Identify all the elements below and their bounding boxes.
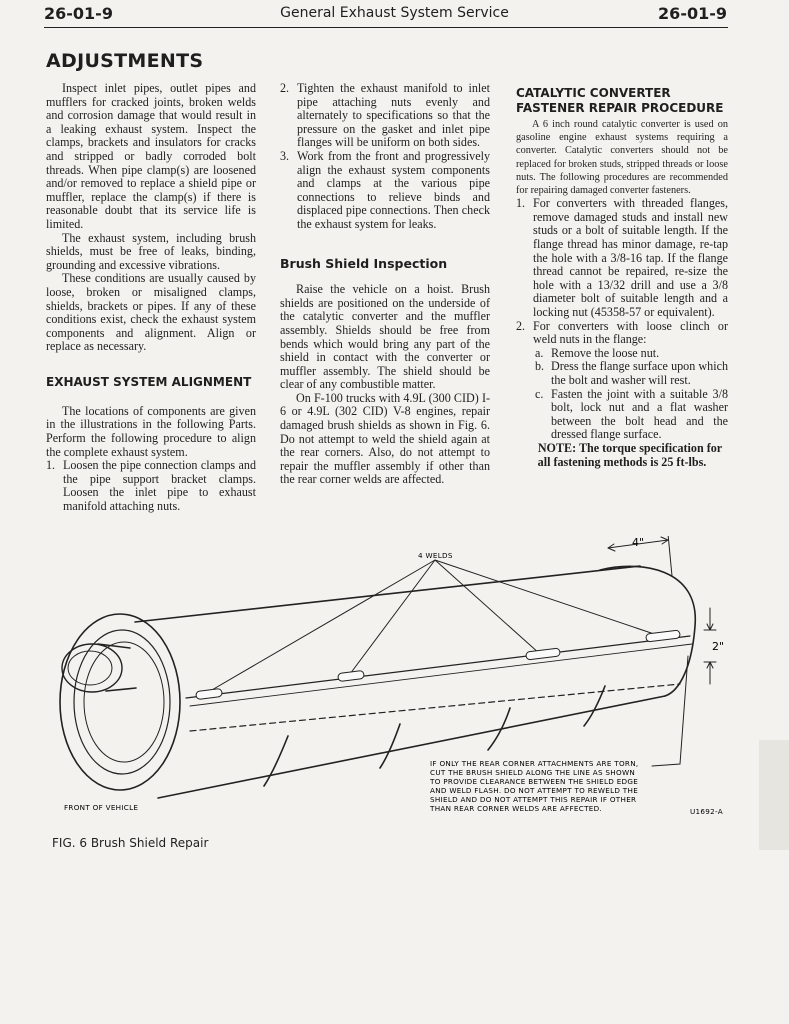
instruction-line-5: SHIELD AND DO NOT ATTEMPT THIS REPAIR IF OTHER: [430, 795, 637, 804]
weld-1: [196, 688, 223, 699]
dimension-2-inch: 2": [712, 640, 725, 653]
column-3: [516, 86, 728, 469]
note-text: The torque specification for all fastening methods is 25 ft-lbs.: [537, 440, 723, 469]
muffler-illustration: [40, 536, 740, 836]
front-of-vehicle-label: FRONT OF VEHICLE: [64, 803, 139, 812]
catalytic-item-2: 2. For converters with loose clinch or weld nuts in the flange:: [516, 318, 728, 347]
catalytic-subitem-c: c. Fasten the joint with a suitable 3/8 bolt, lock nut and a flat washer between the bolt head and the dressed flange surface.: [535, 386, 728, 442]
page-header: [0, 4, 789, 28]
weld-2: [338, 670, 365, 681]
instruction-line-4: AND WELD FLASH. DO NOT ATTEMPT TO REWELD THE: [430, 786, 639, 795]
alignment-intro: The locations of components are given in the illustrations in the following Parts. Perform the following procedure to align the complete exhaust system.: [46, 403, 256, 459]
instruction-line-3: TO PROVIDE CLEARANCE BETWEEN THE SHIELD EDGE: [430, 777, 639, 786]
muffler-top-edge: [135, 566, 640, 622]
catalytic-subitem-a: a. Remove the loose nut.: [535, 345, 660, 360]
brush-shield-figure: [40, 536, 740, 836]
weld-3: [526, 648, 561, 660]
welds-label: 4 WELDS: [418, 551, 453, 560]
alignment-steps-col1: [46, 459, 256, 513]
instruction-line-2: CUT THE BRUSH SHIELD ALONG THE LINE AS SHOWN: [430, 768, 636, 777]
dimension-4-inch: 4": [632, 536, 645, 549]
catalytic-subitem-b: b. Dress the flange surface upon which the bolt and washer will rest.: [535, 359, 728, 387]
adjustments-paragraph-1: Inspect inlet pipes, outlet pipes and mufflers for cracked joints, broken welds and corrosion damage that would result in a leaking exhaust system. Inspect the clamps, brackets and insulators for cracks and stripped or badly corroded bolt threads. When pipe clamp(s) are loosened and/or removed to replace a shield pipe or muffler, replace the clamp(s) if there is reasonable doubt that its service life is limited.: [46, 81, 256, 231]
instruction-line-1: IF ONLY THE REAR CORNER ATTACHMENTS ARE TORN,: [430, 759, 639, 768]
catalytic-intro: A 6 inch round catalytic converter is used on gasoline engine exhaust systems requiring a converter. Catalytic converters should not be replaced for broken studs, stripped threads or loose nuts. The following procedures are recommended for repairing damaged converter fasteners.: [516, 119, 728, 197]
alignment-heading: EXHAUST SYSTEM ALIGNMENT: [46, 374, 252, 389]
shield-seam: [186, 636, 690, 698]
brush-shield-paragraph-2: On F-100 trucks with 4.9L (300 CID) I-6 or 4.9L (302 CID) V-8 engines, repair damaged brush shields as shown in Fig. 6. Do not attempt to weld the shield again at the rear corners. Also, do not attempt to repair the muffler assembly if other than the rear corner welds are affected.: [280, 390, 490, 487]
page-edge-tab: [759, 740, 789, 850]
column-2: [280, 82, 490, 487]
column-1: [46, 82, 256, 514]
muffler-rear-end: [600, 566, 695, 696]
page-number-right: 26-01-9: [658, 4, 727, 23]
alignment-step-1: 1. Loosen the pipe connection clamps and the pipe support bracket clamps. Loosen the inlet pipe to exhaust manifold attaching nuts.: [46, 458, 256, 514]
note-label: NOTE:: [537, 440, 577, 455]
alignment-steps-col2: [280, 82, 490, 232]
catalytic-list: [516, 197, 728, 347]
page-number-left: 26-01-9: [44, 4, 113, 23]
brush-shield-heading: Brush Shield Inspection: [280, 255, 448, 271]
adjustments-heading: ADJUSTMENTS: [46, 50, 204, 72]
brush-shield-paragraph-1: Raise the vehicle on a hoist. Brush shields are positioned on the underside of the catalytic converter and the muffler assembly. Shields should be free from bends which would bring any part of the shield in contact with the converter or muffler assembly. The shield should be clear of any combustible matter.: [280, 282, 490, 392]
alignment-step-3: 3. Work from the front and progressively align the exhaust system components and clamps at the various pipe connections to relieve binds and displaced pipe connections. Then check the exhaust system for leaks.: [280, 148, 490, 231]
torque-note: [516, 442, 728, 469]
alignment-step-2: 2. Tighten the exhaust manifold to inlet pipe attaching nuts evenly and alternately to specifications so that the pressure on the gasket and inlet pipe flanges will be uniform on both sides.: [280, 81, 490, 150]
running-title: General Exhaust System Service: [280, 5, 509, 21]
figure-caption: FIG. 6 Brush Shield Repair: [52, 836, 209, 850]
catalytic-item-1: 1. For converters with threaded flanges, remove damaged studs and install new studs or a bolt of suitable length. If the flange thread has minor damage, re-tap the hole with a 3/8-16 tap. If the flange thread cannot be repaired, re-size the hole with a 13/32 drill and use a 3/8 diameter bolt of suitable length and a locking nut (45358-57 or equivalent).: [516, 196, 728, 319]
instruction-line-6: THAN REAR CORNER WELDS ARE AFFECTED.: [430, 804, 603, 813]
catalytic-heading-line1: CATALYTIC CONVERTER: [516, 86, 671, 100]
weld-4: [646, 630, 681, 642]
adjustments-paragraph-3: These conditions are usually caused by loose, broken or misaligned clamps, shields, brackets or pipes. If any of these conditions exist, check the exhaust system components and alignment. Align or replace as necessary.: [46, 271, 256, 354]
catalytic-heading-line2: FASTENER REPAIR PROCEDURE: [516, 101, 724, 115]
figure-code: U1692-A: [690, 807, 724, 816]
adjustments-paragraph-2: The exhaust system, including brush shields, must be free of leaks, binding, grounding and excessive vibrations.: [46, 230, 256, 272]
catalytic-sublist: [516, 347, 728, 442]
header-rule: [44, 27, 728, 28]
front-end-ring: [60, 614, 180, 790]
